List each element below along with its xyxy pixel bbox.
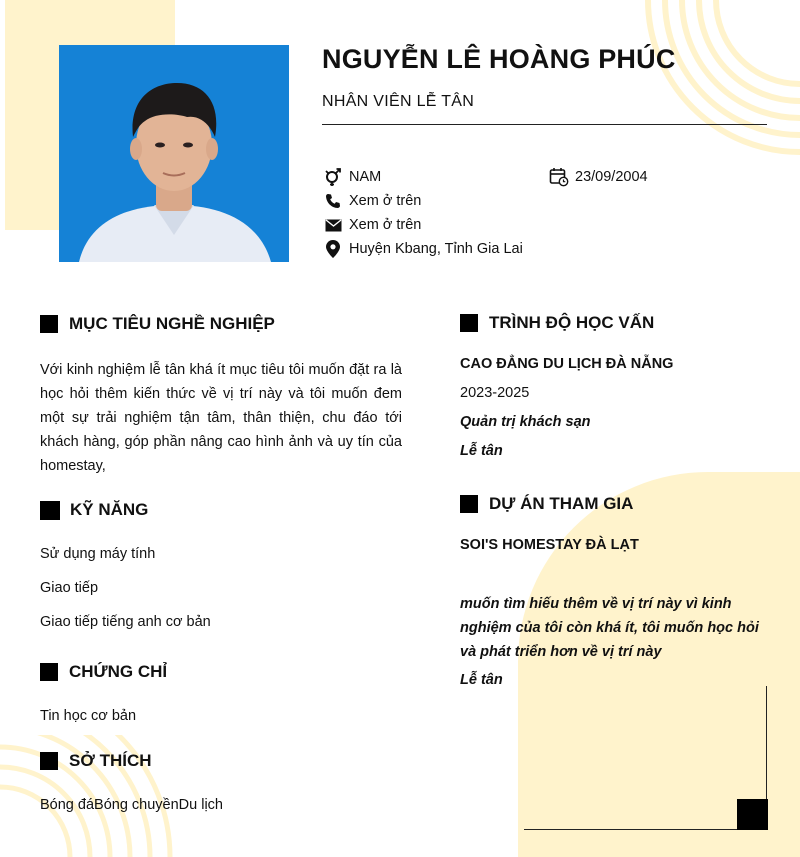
header-divider	[322, 124, 767, 125]
info-address	[323, 240, 523, 258]
skill-item: Giao tiếp	[40, 580, 99, 596]
section-objective-title	[40, 314, 275, 334]
section-skills-title	[40, 500, 148, 520]
skill-item: Sử dụng máy tính	[40, 546, 156, 562]
section-marker	[40, 315, 58, 333]
hobbies-heading: SỞ THÍCH	[69, 751, 152, 770]
skills-heading: KỸ NĂNG	[70, 500, 149, 519]
calendar-icon	[549, 168, 569, 186]
email-value: Xem ở trên	[349, 217, 422, 233]
certificate-item: Tin học cơ bản	[40, 708, 137, 724]
projects-heading: DỰ ÁN THAM GIA	[489, 494, 634, 513]
section-hobbies-title	[40, 751, 152, 771]
info-gender	[323, 168, 381, 186]
info-birthdate	[549, 168, 648, 186]
phone-icon	[323, 192, 343, 210]
profile-photo	[59, 45, 289, 262]
education-specialty: Lễ tân	[460, 443, 503, 459]
education-years: 2023-2025	[460, 385, 530, 401]
mail-icon	[323, 216, 343, 234]
decor-frame-line	[524, 829, 767, 830]
gender-value: NAM	[349, 169, 382, 185]
info-phone	[323, 192, 421, 210]
skill-item: Giao tiếp tiếng anh cơ bản	[40, 614, 211, 630]
candidate-name: NGUYỄN LÊ HOÀNG PHÚC	[322, 44, 676, 74]
project-position: Lễ tân	[460, 672, 503, 688]
project-description: muốn tìm hiếu thêm về vị trí này vì kinh nghiệm của tôi còn khá ít, tôi muốn học hỏi và phát triển hơn về vị trí này	[460, 596, 759, 660]
education-school: CAO ĐẲNG DU LỊCH ĐÀ NẴNG	[460, 356, 674, 372]
address-value: Huyện Kbang, Tỉnh Gia Lai	[349, 241, 523, 257]
decor-arcs-top-right	[630, 0, 800, 160]
section-marker	[460, 314, 478, 332]
section-projects-title	[460, 494, 633, 514]
location-pin-icon	[323, 240, 343, 258]
section-marker	[40, 752, 58, 770]
job-title: NHÂN VIÊN LỄ TÂN	[322, 93, 475, 110]
section-education-title	[460, 313, 654, 333]
education-heading: TRÌNH ĐỘ HỌC VẤN	[489, 313, 655, 332]
objective-text: Với kinh nghiệm lễ tân khá ít mục tiêu tôi muốn đặt ra là học hỏi thêm kiến thức về vị trí này và tôi muốn đem một sự trải nghiệm tận tâm, thân thiện, chu đáo tới khách hàng, góp phần nâng cao hình ảnh và uy tín của homestay,	[40, 362, 402, 474]
birthdate-value: 23/09/2004	[575, 169, 648, 185]
hobbies-text: Bóng đáBóng chuyềnDu lịch	[40, 797, 223, 813]
section-marker	[40, 501, 60, 520]
section-marker	[460, 495, 478, 513]
decor-frame-square	[737, 799, 768, 830]
phone-value: Xem ở trên	[349, 193, 422, 209]
section-marker	[40, 663, 58, 681]
section-certificates-title	[40, 662, 167, 682]
education-major: Quản trị khách sạn	[460, 414, 591, 430]
objective-heading: MỤC TIÊU NGHỀ NGHIỆP	[69, 314, 275, 333]
certificates-heading: CHỨNG CHỈ	[69, 662, 168, 681]
project-name: SOI'S HOMESTAY ĐÀ LẠT	[460, 537, 639, 553]
info-email	[323, 216, 421, 234]
gender-icon	[323, 168, 343, 186]
